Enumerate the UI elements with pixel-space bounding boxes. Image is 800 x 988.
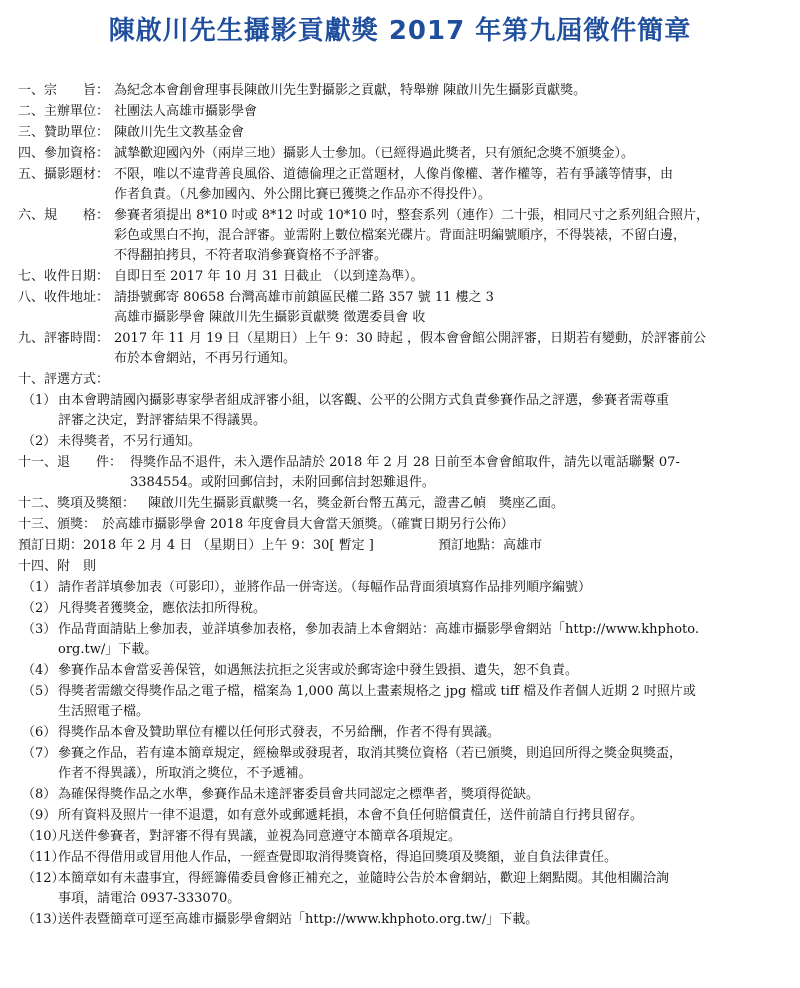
- section-text: 陳啟川先生攝影貢獻獎一名，獎金新台幣五萬元，證書乙幀 獎座乙面。: [148, 496, 565, 511]
- section-judging-time: [18, 328, 788, 349]
- item-text: 評審之決定，對評審結果不得議異。: [58, 413, 267, 428]
- list-item-cont: [18, 411, 788, 431]
- list-item: [18, 909, 788, 930]
- item-number: （5）: [22, 684, 57, 699]
- list-item: [18, 847, 788, 868]
- section-address-cont: [18, 308, 788, 328]
- list-item: [18, 826, 788, 847]
- section-text: 3384554。或附回郵信封，未附回郵信封恕難退件。: [130, 475, 435, 490]
- list-item: [18, 681, 788, 702]
- section-eligibility: [18, 143, 788, 164]
- item-number: （2）: [22, 601, 57, 616]
- section-heading: 四、參加資格：: [18, 146, 110, 161]
- list-item-cont: [18, 764, 788, 784]
- item-number: （2）: [22, 434, 57, 449]
- section-heading: 十二、獎項及獎額：: [18, 496, 136, 511]
- section-text: 得獎作品不退件，未入選作品請於 2018 年 2 月 28 日前至本會會館取件，請先以電話聯繫 07-: [130, 455, 680, 470]
- section-heading: 九、評審時間：: [18, 331, 110, 346]
- section-organizer: [18, 101, 788, 122]
- section-text: 於高雄市攝影學會 2018 年度會員大會當天頒獎。（確實日期另行公佈）: [102, 517, 514, 532]
- list-item: [18, 619, 788, 640]
- section-heading: 十三、頒獎：: [18, 517, 97, 532]
- section-selection-heading: [18, 369, 788, 390]
- section-sponsor: [18, 122, 788, 143]
- item-text: 作者不得異議），所取消之獎位，不予遞補。: [58, 766, 312, 781]
- section-subject-cont: [18, 185, 788, 205]
- section-heading: 五、攝影題材：: [18, 167, 110, 182]
- list-item-cont: [18, 640, 788, 660]
- item-text: 為確保得獎作品之水準，參賽作品未達評審委員會共同認定之標準者，獎項得從缺。: [58, 787, 540, 802]
- section-heading: 十四、附 則: [18, 559, 97, 574]
- section-address: [18, 287, 788, 308]
- list-item: [18, 577, 788, 598]
- item-number: （6）: [22, 725, 57, 740]
- scheduled-date: 預訂日期：2018 年 2 月 4 日 （星期日）上午 9：30[ 暫定 ]: [18, 538, 374, 553]
- section-rules-heading: [18, 556, 788, 577]
- item-text: 未得獎者，不另行通知。: [58, 434, 202, 449]
- item-number: （12）: [22, 871, 65, 886]
- item-text: 得獎作品本會及贊助單位有權以任何形式發表，不另給酬，作者不得有異議。: [58, 725, 501, 740]
- section-text: 作者負責。（凡參加國內、外公開比賽已獲獎之作品亦不得投件）。: [114, 187, 492, 202]
- section-heading: 三、贊助單位：: [18, 125, 110, 140]
- section-text: 自即日至 2017 年 10 月 31 日截止 （以到達為準）。: [114, 269, 424, 284]
- section-award-ceremony: [18, 514, 788, 535]
- list-item: [18, 805, 788, 826]
- item-text: 凡得獎者獲獎金，應依法扣所得稅。: [58, 601, 267, 616]
- item-text: 送件表暨簡章可逕至高雄市攝影學會網站「http://www.khphoto.org.tw/」下載。: [58, 912, 539, 927]
- section-text: 不得翻拍拷貝，不符者取消參賽資格不予評審。: [114, 248, 388, 263]
- list-item: [18, 868, 788, 889]
- item-text: 本簡章如有未盡事宜，得經籌備委員會修正補充之，並隨時公告於本會網站，歡迎上網點閱。其他相關洽詢: [58, 871, 670, 886]
- section-text: 社團法人高雄市攝影學會: [114, 104, 258, 119]
- section-text: 為紀念本會創會理事長陳啟川先生對攝影之貢獻，特舉辦 陳啟川先生攝影貢獻獎。: [114, 83, 587, 98]
- item-text: 參賽作品本會當妥善保管，如遇無法抗拒之災害或於郵寄途中發生毀損、遺失，恕不負責。: [58, 663, 579, 678]
- section-heading: 八、收件地址：: [18, 290, 110, 305]
- item-text: 生活照電子檔。: [58, 704, 150, 719]
- section-specs-cont: [18, 246, 788, 266]
- item-number: （10）: [22, 829, 65, 844]
- scheduled-info: [18, 535, 788, 556]
- item-number: （3）: [22, 622, 57, 637]
- item-text: 凡送件參賽者，對評審不得有異議，並視為同意遵守本簡章各項規定。: [58, 829, 462, 844]
- list-item: [18, 598, 788, 619]
- item-number: （4）: [22, 663, 57, 678]
- section-text: 2017 年 11 月 19 日（星期日）上午 9：30 時起 ，假本會會館公開評審，日期若有變動，於評審前公: [114, 331, 707, 346]
- list-item: [18, 743, 788, 764]
- list-item: [18, 660, 788, 681]
- section-subject: [18, 164, 788, 185]
- item-text: org.tw/」下載。: [58, 642, 158, 657]
- list-item: [18, 431, 788, 452]
- item-text: 得獎者需繳交得獎作品之電子檔，檔案為 1,000 萬以上畫素規格之 jpg 檔或 tiff 檔及作者個人近期 2 吋照片或: [58, 684, 696, 699]
- section-heading: 七、收件日期：: [18, 269, 110, 284]
- section-text: 彩色或黑白不拘，混合評審。並需附上數位檔案光碟片。背面註明編號順序，不得裝裱，不留白邊，: [114, 228, 687, 243]
- section-heading: 六、規 格：: [18, 208, 110, 223]
- section-text: 不限，唯以不違背善良風俗、道德倫理之正當題材，人像肖像權、著作權等，若有爭議等情事，由: [114, 167, 674, 182]
- section-purpose: [18, 80, 788, 101]
- section-text: 高雄市攝影學會 陳啟川先生攝影貢獻獎 徵選委員會 收: [114, 310, 426, 325]
- section-return-cont: [18, 473, 788, 493]
- section-heading: 二、主辦單位：: [18, 104, 110, 119]
- item-number: （9）: [22, 808, 57, 823]
- list-item: [18, 722, 788, 743]
- item-number: （7）: [22, 746, 57, 761]
- section-specs: [18, 205, 788, 226]
- item-text: 事項，請電洽 0937-333070。: [58, 891, 241, 906]
- document-body: [18, 80, 788, 930]
- section-heading: 十一、退 件：: [18, 455, 123, 470]
- item-text: 參賽之作品，若有違本簡章規定，經檢舉或發現者，取消其獎位資格（若已頒獎，則追回所得之獎金與獎盃，: [58, 746, 683, 761]
- section-text: 誠摯歡迎國內外（兩岸三地）攝影人士參加。（已經得過此獎者，只有頒紀念獎不頒獎金）。: [114, 146, 635, 161]
- item-text: 作品不得借用或冒用他人作品，一經查覺即取消得獎資格，得追回獎項及獎額，並自負法律責任。: [58, 850, 618, 865]
- item-number: （11）: [22, 850, 65, 865]
- item-text: 由本會聘請國內攝影專家學者組成評審小組，以客觀、公平的公開方式負責參賽作品之評選，參賽者需尊重: [58, 393, 670, 408]
- section-text: 布於本會網站，不再另行通知。: [114, 351, 297, 366]
- item-text: 所有資料及照片一律不退還，如有意外或郵遞耗損，本會不負任何賠償責任，送件前請自行拷貝留存。: [58, 808, 644, 823]
- section-heading: 十、評選方式：: [18, 372, 110, 387]
- item-number: （8）: [22, 787, 57, 802]
- list-item-cont: [18, 702, 788, 722]
- section-heading: 一、宗 旨：: [18, 83, 110, 98]
- section-text: 陳啟川先生文教基金會: [114, 125, 245, 140]
- list-item: [18, 390, 788, 411]
- list-item: [18, 784, 788, 805]
- section-specs-cont: [18, 226, 788, 246]
- section-text: 請掛號郵寄 80658 台灣高雄市前鎮區民權二路 357 號 11 樓之 3: [114, 290, 494, 305]
- list-item-cont: [18, 889, 788, 909]
- section-return: [18, 452, 788, 473]
- scheduled-place: 預訂地點：高雄市: [438, 538, 543, 553]
- item-number: （13）: [22, 912, 65, 927]
- item-number: （1）: [22, 393, 57, 408]
- item-text: 請作者詳填參加表（可影印），並將作品一併寄送。（每幅作品背面須填寫作品排列順序編號）: [58, 580, 592, 595]
- section-judging-time-cont: [18, 349, 788, 369]
- item-text: 作品背面請貼上參加表，並詳填參加表格，參加表請上本會網站：高雄市攝影學會網站「http://www.khphoto.: [58, 622, 699, 637]
- page-title: 陳啟川先生攝影貢獻獎 2017 年第九屆徵件簡章: [108, 16, 692, 46]
- item-number: （1）: [22, 580, 57, 595]
- section-text: 參賽者須提出 8*10 吋或 8*12 吋或 10*10 吋，整套系列（連作）二十張，相同尺寸之系列組合照片，: [114, 208, 710, 223]
- section-prize: [18, 493, 788, 514]
- section-deadline: [18, 266, 788, 287]
